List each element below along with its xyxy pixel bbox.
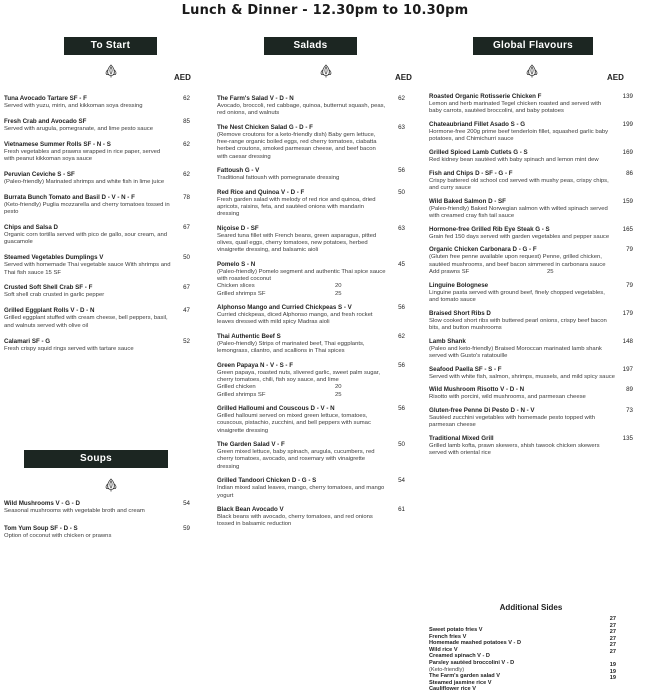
menu-item-description: Lemon and herb marinated Tegel chicken roasted and served with baby carrots, sautéed broccolini, and baby potatoes bbox=[429, 101, 602, 115]
menu-item-name: Grilled Halloumi and Couscous D - V - N bbox=[217, 405, 335, 413]
side-item-name: Sweet potato fries V bbox=[429, 627, 483, 633]
menu-item bbox=[4, 118, 190, 133]
menu-item-name: The Garden Salad V - F bbox=[217, 441, 285, 449]
menu-item bbox=[217, 261, 405, 298]
menu-item-price: 56 bbox=[398, 304, 405, 312]
menu-item-price: 56 bbox=[398, 361, 405, 369]
menu-item bbox=[4, 194, 190, 217]
menu-item-description: Soft shell crab crusted in garlic pepper bbox=[4, 292, 105, 299]
menu-item bbox=[4, 254, 190, 277]
menu-item-description: Grilled eggplant stuffed with cream cheese, bell peppers, basil, and walnuts served with olive oil bbox=[4, 315, 168, 329]
menu-item-price: 89 bbox=[626, 386, 633, 394]
menu-item-price: 50 bbox=[183, 254, 190, 262]
artichoke-icon bbox=[104, 478, 118, 492]
menu-item bbox=[217, 304, 405, 327]
soups-header: Soups bbox=[24, 450, 168, 468]
menu-item-price: 63 bbox=[398, 123, 405, 131]
menu-item bbox=[429, 246, 633, 276]
salads-header: Salads bbox=[264, 37, 357, 55]
menu-item-description: Fresh crispy squid rings served with tartare sauce bbox=[4, 345, 134, 352]
menu-item-price: 62 bbox=[398, 332, 405, 340]
side-item-name: Creamed spinach V - D bbox=[429, 653, 490, 660]
side-item-name: Wild rice V bbox=[429, 646, 458, 653]
side-item-price: 19 bbox=[609, 662, 616, 669]
side-item-name: The Farm's garden salad V bbox=[429, 673, 500, 680]
menu-item-name: Fattoush G - V bbox=[217, 167, 260, 175]
menu-item-price: 63 bbox=[398, 224, 405, 232]
side-item-name: Parsley sautéed broccolini V - D bbox=[429, 659, 515, 666]
addon-label: Add prawns SF bbox=[429, 268, 470, 275]
menu-item-description: (Paleo-friendly) Baked Norwegian salmon with wilted spinach served with creamed cray fish tail sauce bbox=[429, 205, 608, 219]
salads-list bbox=[217, 95, 405, 535]
menu-item-description: (Paleo-friendly) Pomelo segment and authentic Thai spice sauce with roasted coconut bbox=[217, 268, 386, 283]
menu-item bbox=[4, 284, 190, 299]
menu-item-price: 165 bbox=[622, 225, 633, 233]
menu-item-price: 59 bbox=[183, 525, 190, 533]
addon-price: 20 bbox=[335, 384, 342, 391]
to-start-header: To Start bbox=[64, 37, 157, 55]
side-item-price: 27 bbox=[609, 622, 616, 629]
addon-price: 20 bbox=[335, 283, 342, 290]
menu-item-price: 54 bbox=[398, 477, 405, 485]
currency-label: AED bbox=[395, 73, 412, 82]
soups-list bbox=[4, 500, 190, 551]
menu-item bbox=[429, 149, 633, 164]
menu-item-price: 85 bbox=[183, 117, 190, 125]
menu-item bbox=[4, 338, 190, 353]
menu-item-name: Wild Mushrooms V - G - D bbox=[4, 500, 80, 507]
menu-item-name: Pomelo S - N bbox=[217, 260, 256, 268]
menu-item-price: 45 bbox=[398, 260, 405, 268]
menu-item-name: Red Rice and Quinoa V - D - F bbox=[217, 188, 305, 196]
menu-item-description: Seared tuna fillet with French beans, green asparagus, pitted olives, quail eggs, cherry tomatoes, new potatoes, herbed vinaigrette dressing, and balsamic aioli bbox=[217, 232, 377, 254]
menu-item-price: 169 bbox=[622, 148, 633, 156]
menu-item-price: 54 bbox=[183, 500, 190, 507]
menu-item-name: Seafood Paella SF - S - F bbox=[429, 365, 502, 373]
menu-item-description: (Paleo and keto-friendly) Braised Moroccan marinated lamb shank served with Gusto's ratatouille bbox=[429, 345, 602, 359]
side-item-note-text: (Keto-friendly) bbox=[429, 666, 465, 673]
menu-item bbox=[4, 95, 190, 110]
menu-item-description: Black beans with avocado, cherry tomatoes, and red onions tossed in balsamic reduction bbox=[217, 514, 373, 528]
menu-item-name: Crusted Soft Shell Crab SF - F bbox=[4, 284, 93, 292]
menu-item bbox=[4, 307, 190, 330]
menu-item bbox=[4, 525, 190, 540]
menu-item bbox=[4, 141, 190, 164]
side-item-price: 19 bbox=[609, 675, 616, 682]
menu-item-description: Fresh garden salad with melody of red rice and quinoa, dried apricots, raisins, feta, and sautéed onions with mandarin dressing bbox=[217, 196, 376, 218]
menu-item-name: Chips and Salsa D bbox=[4, 224, 58, 232]
menu-item bbox=[429, 170, 633, 193]
menu-item-name: Green Papaya N - V - S - F bbox=[217, 361, 293, 369]
menu-item-addon bbox=[217, 392, 387, 399]
menu-item-name: Vietnamese Summer Rolls SF - N - S bbox=[4, 140, 111, 148]
menu-item bbox=[4, 224, 190, 247]
menu-item-description: Served with yuzu, mirin, and kikkoman soya dressing bbox=[4, 103, 143, 109]
menu-item bbox=[429, 386, 633, 401]
menu-item bbox=[429, 121, 633, 144]
menu-item bbox=[217, 333, 405, 356]
menu-item-description: Option of coconut with chicken or prawns bbox=[4, 533, 112, 540]
menu-item-name: Lamb Shank bbox=[429, 337, 466, 345]
menu-item-description: Served with arugula, pomegranate, and lime pesto sauce bbox=[4, 125, 153, 132]
menu-item bbox=[217, 362, 405, 399]
side-item-price: 19 bbox=[609, 668, 616, 675]
menu-item-price: 62 bbox=[183, 140, 190, 148]
menu-item-name: Linguine Bolognese bbox=[429, 281, 489, 289]
menu-item-name: Wild Baked Salmon D - SF bbox=[429, 197, 506, 205]
global-flavours-list bbox=[429, 93, 633, 463]
menu-item bbox=[217, 405, 405, 435]
side-item-price: 27 bbox=[609, 642, 616, 649]
addon-label: Grilled shrimps SF bbox=[217, 391, 266, 398]
menu-item-price: 67 bbox=[183, 284, 190, 292]
menu-item-description: Risotto with porcini, wild mushrooms, and parmesan cheese bbox=[429, 394, 586, 401]
menu-item-price: 78 bbox=[183, 193, 190, 201]
side-item bbox=[429, 622, 616, 640]
menu-item bbox=[429, 226, 633, 241]
menu-item-price: 159 bbox=[622, 197, 633, 205]
menu-item bbox=[217, 167, 405, 182]
side-item-price: 27 bbox=[609, 648, 616, 655]
addon-price: 25 bbox=[547, 268, 554, 275]
menu-item-name: Fresh Crab and Avocado SF bbox=[4, 117, 87, 125]
menu-item-description: Hormone-free 200g prime beef tenderloin fillet, squashed garlic baby potatoes, and Chimichurri sauce bbox=[429, 128, 609, 143]
side-item-price: 27 bbox=[609, 629, 616, 636]
side-item-price: 27 bbox=[609, 635, 616, 642]
menu-item-description: Sautéed zucchini vegetables with homemade pesto topped with parmesan cheese bbox=[429, 414, 596, 429]
menu-item-price: 50 bbox=[398, 188, 405, 196]
menu-item bbox=[429, 93, 633, 116]
menu-item-name: Thai Authentic Beef S bbox=[217, 332, 281, 340]
menu-item-name: Hormone-free Grilled Rib Eye Steak G - S bbox=[429, 225, 550, 233]
addon-label: Chicken slices bbox=[217, 283, 255, 290]
menu-item-name: Steamed Vegetables Dumplings V bbox=[4, 254, 104, 262]
menu-item bbox=[217, 225, 405, 255]
menu-item-addon bbox=[217, 384, 387, 391]
menu-item-price: 62 bbox=[183, 170, 190, 178]
menu-item bbox=[429, 338, 633, 361]
menu-item-price: 79 bbox=[626, 246, 633, 254]
menu-item-name: The Nest Chicken Salad G - D - F bbox=[217, 123, 313, 131]
menu-item-description: Served with homemade Thai vegetable sauce With shrimps and Thai fish sauce 15 SF bbox=[4, 262, 171, 276]
global-flavours-header: Global Flavours bbox=[473, 37, 593, 55]
menu-item-price: 56 bbox=[398, 405, 405, 413]
side-item-name: Cauliflower rice V bbox=[429, 686, 476, 693]
menu-item bbox=[429, 366, 633, 381]
side-item-name: Steamed jasmine rice V bbox=[429, 679, 492, 686]
additional-sides-heading: Additional Sides bbox=[499, 603, 563, 612]
menu-item-name: Gluten-free Penne Di Pesto D - N - V bbox=[429, 406, 535, 414]
menu-item-price: 197 bbox=[622, 365, 633, 373]
menu-item bbox=[217, 124, 405, 161]
addon-label: Grilled chicken bbox=[217, 384, 256, 391]
menu-item-description: Slow cooked short ribs with buttered pearl onions, crispy beef bacon bits, and button mushrooms bbox=[429, 317, 607, 331]
menu-item bbox=[4, 171, 190, 186]
menu-item-name: Alphonso Mango and Curried Chickpeas S - V bbox=[217, 304, 352, 312]
menu-item-name: Tom Yum Soup SF - D - S bbox=[4, 525, 78, 533]
menu-item-description: Avocado, broccoli, red cabbage, quinoa, butternut squash, peas, red onions, and walnuts bbox=[217, 103, 386, 117]
menu-item-name: Calamari SF - G bbox=[4, 337, 51, 345]
menu-item-name: Fish and Chips D - SF - G - F bbox=[429, 169, 513, 177]
menu-item-description: Grilled halloumi served on mixed green lettuce, tomatoes, couscous, pistachio, zucchini, and bell peppers with sumac vinaigrette dressing bbox=[217, 413, 371, 434]
menu-item bbox=[217, 441, 405, 471]
menu-item-name: Niçoise D - SF bbox=[217, 224, 259, 232]
menu-item-description: Green mixed lettuce, baby spinach, arugula, cucumbers, red cherry tomatoes, avocado, and rosemary with vinaigrette dressing bbox=[217, 449, 375, 470]
menu-item-description: Grilled lamb kofta, prawn skewers, shish tawook chicken skewers served with oriental rice bbox=[429, 442, 600, 457]
side-item bbox=[429, 616, 616, 633]
menu-item-price: 52 bbox=[183, 337, 190, 345]
artichoke-icon bbox=[319, 64, 333, 78]
menu-item-addon bbox=[429, 269, 615, 276]
menu-item bbox=[217, 95, 405, 118]
menu-item bbox=[429, 198, 633, 221]
menu-item-name: The Farm's Salad V - D - N bbox=[217, 95, 294, 102]
menu-item-description: Linguine pasta served with ground beef, finely chopped vegetables, and tomato sauce bbox=[429, 289, 605, 303]
menu-item-name: Tuna Avocado Tartare SF - F bbox=[4, 95, 87, 102]
menu-item-description: Crispy battered old school cod served with mushy peas, crispy chips, and curry sauce bbox=[429, 177, 609, 191]
menu-item-price: 148 bbox=[622, 337, 633, 345]
menu-item-name: Traditional Mixed Grill bbox=[429, 434, 494, 442]
menu-item-price: 73 bbox=[626, 406, 633, 414]
menu-item bbox=[429, 310, 633, 333]
artichoke-icon bbox=[525, 64, 539, 78]
menu-item bbox=[429, 435, 633, 458]
menu-item-name: Black Bean Avocado V bbox=[217, 506, 284, 514]
side-item-name: French fries V bbox=[429, 633, 467, 640]
menu-item-name: Burrata Bunch Tomato and Basil D - V - N - F bbox=[4, 193, 135, 201]
menu-item-price: 199 bbox=[622, 120, 633, 128]
menu-item-name: Organic Chicken Carbonara D - G - F bbox=[429, 246, 537, 254]
menu-item bbox=[217, 506, 405, 529]
menu-item-name: Roasted Organic Rotisserie Chicken F bbox=[429, 93, 542, 100]
currency-label: AED bbox=[174, 73, 191, 82]
menu-item-description: Indian mixed salad leaves, mango, cherry tomatoes, and mango yogurt bbox=[217, 485, 385, 499]
menu-item-description: Fresh vegetables and prawns wrapped in rice paper, served with peanut kikkoman soya sauce bbox=[4, 148, 161, 163]
menu-item-price: 79 bbox=[626, 281, 633, 289]
menu-item-description: Grain fed 150 days served with garden vegetables and pepper sauce bbox=[429, 233, 610, 240]
menu-item-description: Green papaya, roasted nuts, slivered garlic, sweet palm sugar, cherry tomatoes, chili, fish soy sauce, and lime bbox=[217, 369, 381, 384]
menu-item-description: Curried chickpeas, diced Alphonso mango, and fresh rocket leaves dressed with mild spicy Madras aioli bbox=[217, 312, 373, 326]
currency-label: AED bbox=[607, 73, 624, 82]
menu-item-name: Grilled Tandoori Chicken D - G - S bbox=[217, 477, 317, 485]
menu-item-name: Grilled Spiced Lamb Cutlets G - S bbox=[429, 148, 528, 156]
side-item-price: 27 bbox=[609, 616, 616, 622]
menu-item bbox=[217, 189, 405, 219]
menu-item-description: Traditional fattoush with pomegranate dressing bbox=[217, 175, 340, 182]
menu-item-price: 67 bbox=[183, 224, 190, 232]
menu-item bbox=[4, 500, 190, 515]
menu-item-name: Grilled Eggplant Rolls V - D - N bbox=[4, 307, 95, 315]
to-start-list bbox=[4, 95, 190, 360]
menu-item-addon bbox=[217, 291, 387, 298]
menu-item-description: (Gluten free penne available upon request) Penne, grilled chicken, sautéed mushrooms, and beef bacon simmered in carbonara sauce bbox=[429, 254, 606, 268]
menu-item-addon bbox=[217, 283, 387, 290]
menu-item-description: Red kidney bean sautéed with baby spinach and lemon mint dew bbox=[429, 156, 599, 163]
menu-item-name: Peruvian Ceviche S - SF bbox=[4, 170, 75, 178]
menu-item-description: (Paleo-friendly) Marinated shrimps and white fish in lime juice bbox=[4, 178, 165, 185]
menu-item-description: Seasonal mushrooms with vegetable broth and cream bbox=[4, 508, 145, 514]
menu-item-description: (Keto-friendly) Puglia mozzarella and cherry tomatoes tossed in pesto bbox=[4, 201, 170, 216]
menu-item-description: (Remove croutons for a keto-friendly dish) Baby gem lettuce, free-range organic boiled eggs, red cherry tomatoes, ciabatta herbed croutons, smoked parmesan cheese, and beef bacon with caesar dressing bbox=[217, 131, 377, 160]
menu-item-name: Wild Mushroom Risotto V - D - N bbox=[429, 386, 525, 394]
menu-item-description: (Paleo-friendly) Strips of marinated beef, Thai eggplants, lemongrass, cilantro, and scallions in Thai spices bbox=[217, 340, 365, 355]
menu-item-price: 62 bbox=[183, 95, 190, 102]
menu-item-description: Organic corn tortilla served with pico de gallo, sour cream, and guacamole bbox=[4, 232, 168, 246]
artichoke-icon bbox=[104, 64, 118, 78]
menu-item-price: 86 bbox=[626, 169, 633, 177]
menu-item bbox=[429, 282, 633, 305]
menu-item-price: 62 bbox=[398, 95, 405, 102]
menu-title: Lunch & Dinner - 12.30pm to 10.30pm bbox=[181, 3, 469, 18]
menu-item-price: 56 bbox=[398, 167, 405, 175]
side-item-name: Homemade mashed potatoes V - D bbox=[429, 640, 522, 647]
menu-item bbox=[217, 477, 405, 500]
additional-sides-list bbox=[429, 616, 616, 693]
addon-price: 25 bbox=[335, 391, 342, 398]
menu-item-price: 135 bbox=[622, 434, 633, 442]
menu-item-name: Braised Short Ribs D bbox=[429, 309, 491, 317]
menu-item bbox=[429, 407, 633, 430]
menu-item-price: 179 bbox=[622, 309, 633, 317]
menu-item-name: Chateaubriand Fillet Asado S - G bbox=[429, 120, 526, 128]
menu-item-price: 139 bbox=[622, 93, 633, 100]
menu-item-price: 50 bbox=[398, 441, 405, 449]
addon-price: 25 bbox=[335, 290, 342, 297]
menu-item-description: Served with white fish, salmon, shrimps, mussels, and mild spicy sauce bbox=[429, 373, 615, 380]
addon-label: Grilled shrimps SF bbox=[217, 290, 266, 297]
menu-item-price: 47 bbox=[183, 307, 190, 315]
menu-item-price: 61 bbox=[398, 506, 405, 514]
